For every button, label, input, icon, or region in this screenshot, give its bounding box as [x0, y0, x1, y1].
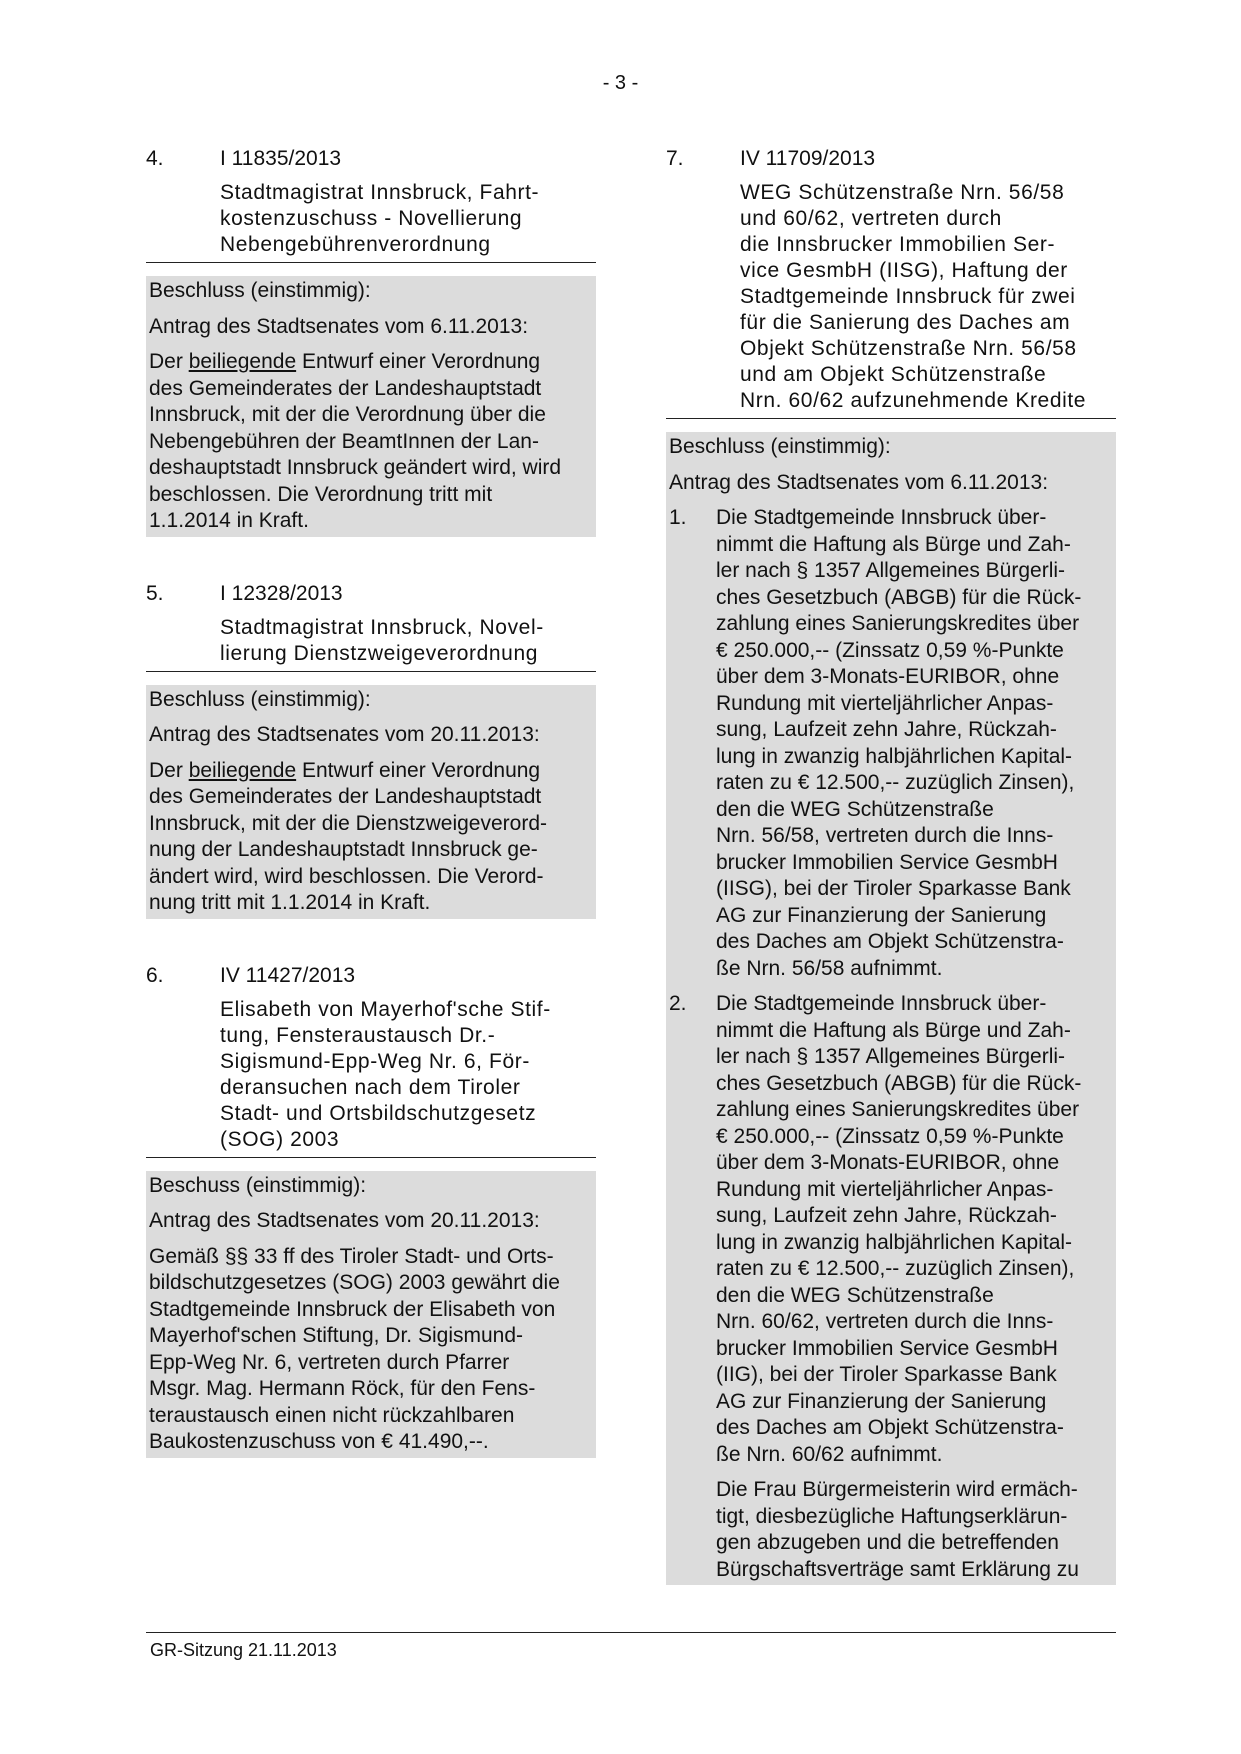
item-reference: IV 11427/2013: [220, 963, 356, 987]
item-title: Stadtmagistrat Innsbruck, Novel- lierung Dienstzweigeverordnung: [220, 615, 544, 665]
item-number: 4.: [146, 147, 164, 170]
decision-label: Beschluss (einstimmig):: [669, 435, 891, 458]
footer-text: GR-Sitzung 21.11.2013: [150, 1640, 337, 1660]
point-number: 1.: [669, 506, 687, 529]
motion-label: Antrag des Stadtsenates vom 20.11.2013:: [149, 723, 540, 746]
right-column: [666, 146, 1116, 1585]
closing-text: Die Frau Bürgermeisterin wird ermäch- tigt, diesbezügliche Haftungserklärun- gen abzugeben und die betreffenden Bürgschaftsverträge samt Erklärung zu: [716, 1478, 1079, 1581]
underlined-word: beiliegende: [188, 758, 297, 782]
item-title: WEG Schützenstraße Nrn. 56/58 und 60/62, vertreten durch die Innsbrucker Immobilien Ser- vice GesmbH (IISG), Haftung der Stadtgemeinde Innsbruck für zwei für die Sanierung des Daches am Objekt Schützenstraße Nrn. 56/58 und am Objekt Schützenstraße Nrn. 60/62 aufzunehmende Kredite: [740, 181, 1087, 412]
item-reference: IV 11709/2013: [740, 147, 876, 170]
agenda-item-4: [146, 146, 596, 537]
item-number: 7.: [666, 147, 684, 170]
point-number: 2.: [669, 992, 687, 1015]
divider: [666, 418, 1116, 419]
footer-divider: [146, 1632, 1116, 1633]
resolution-text: Gemäß §§ 33 ff des Tiroler Stadt- und Orts- bildschutzgesetzes (SOG) 2003 gewährt die Stadtgemeinde Innsbruck der Elisabeth von Mayerhof'schen Stiftung, Dr. Sigismund- Epp-Weg Nr. 6, vertreten durch Pfarrer Msgr. Mag. Hermann Röck, für den Fens- teraustausch einen nicht rückzahlbaren Baukostenzuschuss von € 41.490,--.: [149, 1244, 560, 1453]
item-header: [146, 581, 596, 607]
agenda-item-5: [146, 581, 596, 919]
divider: [146, 262, 596, 263]
resolution-text: Der beiliegende Entwurf einer Verordnung des Gemeinderates der Landeshauptstadt Innsbruck, mit der die Verordnung über die Nebengebühren der BeamtInnen der Lan- deshauptstadt Innsbruck geändert wird, wird beschlossen. Die Verordnung tritt mit 1.1.2014 in Kraft.: [149, 350, 562, 532]
resolution-box: [146, 276, 596, 537]
item-title: Elisabeth von Mayerhof'sche Stif- tung, Fensteraustausch Dr.- Sigismund-Epp-Weg Nr. 6, För- deransuchen nach dem Tiroler Stadt- und Ortsbildschutzgesetz (SOG) 2003: [220, 997, 551, 1151]
item-header: [146, 146, 596, 172]
decision-label: Beschluss (einstimmig):: [149, 279, 371, 302]
item-header: [666, 146, 1116, 172]
item-reference: I 12328/2013: [220, 581, 343, 605]
decision-label: Beschuss (einstimmig):: [149, 1173, 367, 1197]
motion-label: Antrag des Stadtsenates vom 20.11.2013:: [149, 1209, 540, 1232]
item-header: [146, 963, 596, 989]
resolution-text: Der beiliegende Entwurf einer Verordnung des Gemeinderates der Landeshauptstadt Innsbruck, mit der die Dienstzweigeverord- nung der Landeshauptstadt Innsbruck ge- ändert wird, wird beschlossen. Die Verord- nung tritt mit 1.1.2014 in Kraft.: [149, 758, 547, 914]
item-reference: I 11835/2013: [220, 147, 342, 170]
item-number: 6.: [146, 963, 164, 987]
resolution-box: [146, 685, 596, 919]
divider: [146, 671, 596, 672]
motion-label: Antrag des Stadtsenates vom 6.11.2013:: [149, 314, 529, 338]
divider: [146, 1157, 596, 1158]
decision-label: Beschluss (einstimmig):: [149, 687, 371, 711]
numbered-point-1: [669, 505, 1112, 982]
closing-paragraph: [669, 1477, 1112, 1583]
numbered-point-2: [669, 991, 1112, 1468]
item-number: 5.: [146, 581, 164, 605]
point-text: Die Stadtgemeinde Innsbruck über- nimmt die Haftung als Bürge und Zah- ler nach § 1357 Allgemeines Bürgerli- ches Gesetzbuch (ABGB) für die Rück- zahlung eines Sanierungskredites über € 250.000,-- (Zinssatz 0,59 %-Punkte über dem 3-Monats-EURIBOR, ohne Rundung mit vierteljährlicher Anpas- sung, Laufzeit zehn Jahre, Rückzah- lung in zwanzig halbjährlichen Kapital- raten zu € 12.500,-- zuzüglich Zinsen), den die WEG Schützenstraße Nrn. 56/58, vertreten durch die Inns- brucker Immobilien Service GesmbH (IISG), bei der Tiroler Sparkasse Bank AG zur Finanzierung der Sanierung des Daches am Objekt Schützenstra- ße Nrn. 56/58 aufnimmt.: [716, 506, 1082, 980]
underlined-word: beiliegende: [188, 350, 297, 373]
motion-label: Antrag des Stadtsenates vom 6.11.2013:: [669, 470, 1049, 494]
agenda-item-7: [666, 146, 1116, 1585]
page-number: - 3 -: [602, 72, 639, 94]
agenda-item-6: [146, 963, 596, 1458]
resolution-box: [666, 432, 1116, 1585]
item-title: Stadtmagistrat Innsbruck, Fahrt- kostenzuschuss - Novellierung Nebengebührenverordnung: [220, 181, 540, 256]
resolution-box: [146, 1171, 596, 1458]
left-column: [146, 146, 596, 1458]
point-text: Die Stadtgemeinde Innsbruck über- nimmt die Haftung als Bürge und Zah- ler nach § 1357 Allgemeines Bürgerli- ches Gesetzbuch (ABGB) für die Rück- zahlung eines Sanierungskredites über € 250.000,-- (Zinssatz 0,59 %-Punkte über dem 3-Monats-EURIBOR, ohne Rundung mit vierteljährlicher Anpas- sung, Laufzeit zehn Jahre, Rückzah- lung in zwanzig halbjährlichen Kapital- raten zu € 12.500,-- zuzüglich Zinsen), den die WEG Schützenstraße Nrn. 60/62, vertreten durch die Inns- brucker Immobilien Service GesmbH (IIG), bei der Tiroler Sparkasse Bank AG zur Finanzierung der Sanierung des Daches am Objekt Schützenstra- ße Nrn. 60/62 aufnimmt.: [716, 992, 1082, 1466]
